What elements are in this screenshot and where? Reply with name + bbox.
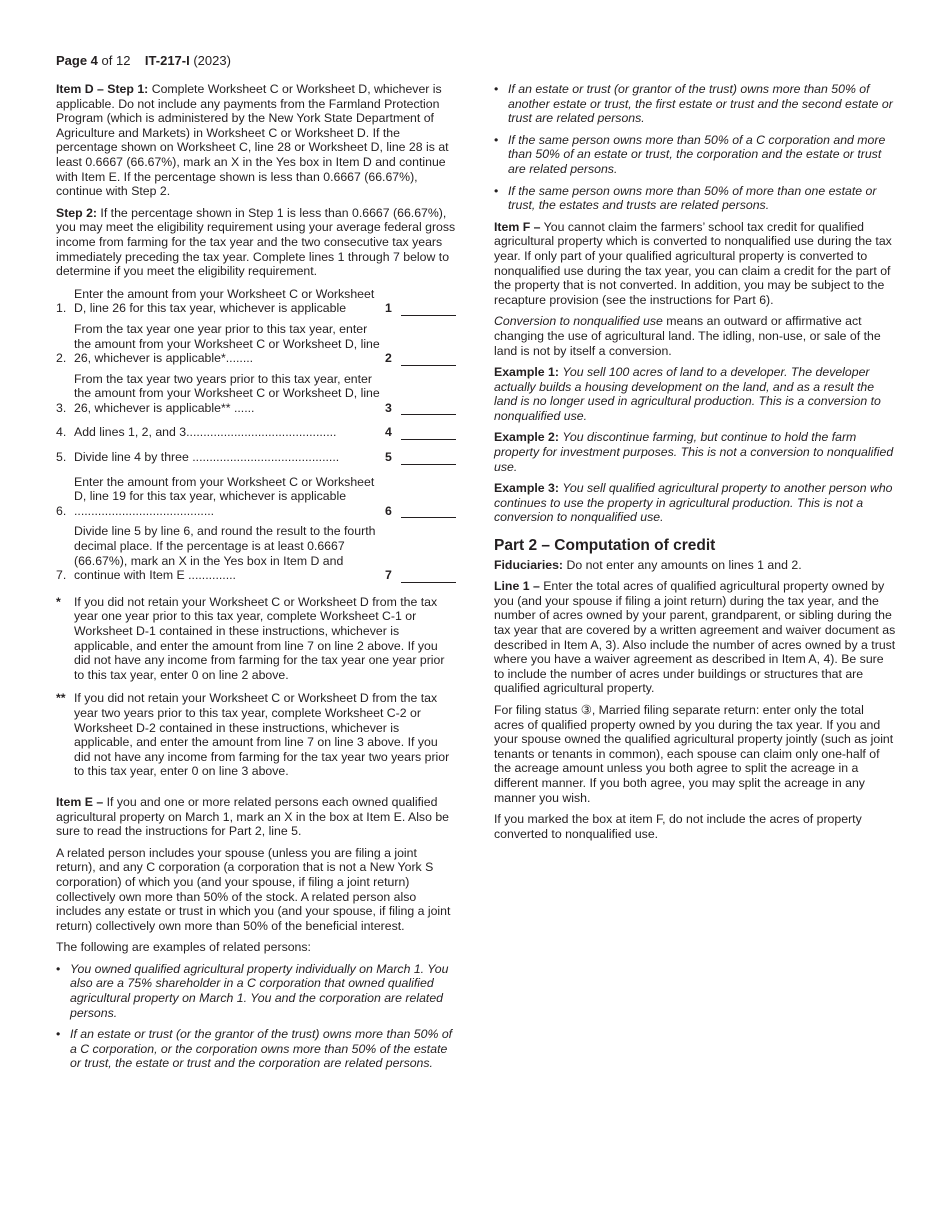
step-2-paragraph — [56, 206, 456, 279]
line-3-entry[interactable] — [401, 401, 456, 415]
line-2-entry[interactable] — [401, 352, 456, 366]
line-label: 7 — [385, 568, 392, 583]
example-label: Example 3: — [494, 481, 559, 496]
line-1-paragraph — [494, 579, 896, 696]
step-2-label: Step 2: — [56, 205, 97, 220]
line-number: 7. — [56, 568, 67, 583]
line-number: 3. — [56, 400, 67, 415]
item-e-label: Item E – — [56, 794, 104, 809]
example-text: You sell 100 acres of land to a developer. The developer actually builds a housing development on the land, and as a result the land is no longer used in agricultural production. This is a conversion to nonqualified use. — [494, 365, 881, 423]
line-text: From the tax year one year prior to this tax year, enter the amount from your Worksheet C or Worksheet D, line 26, whichever is applicable*........ — [74, 321, 380, 366]
form-number: IT-217-I — [144, 53, 190, 68]
line-item — [56, 450, 456, 465]
line-1-label: Line 1 – — [494, 579, 540, 594]
line-label: 3 — [385, 400, 392, 415]
related-examples-list-right — [494, 82, 896, 213]
line-text: From the tax year two years prior to this tax year, enter the amount from your Worksheet C or Worksheet D, line 26, whichever is applicable** ...... — [74, 371, 380, 415]
form-year: (2023) — [193, 53, 231, 68]
example-3 — [494, 481, 896, 525]
item-f-text: You cannot claim the farmers’ school tax credit for qualified agricultural property which is converted to nonqualified use during the tax year. If only part of your qualified agricultural property is converted to nonqualified use during the tax year, you can claim a credit for the part of the property that is not converted. In addition, you may be subject to the recapture provision (see the instructions for Part 6). — [494, 219, 892, 307]
line-1-text: Enter the total acres of qualified agricultural property owned by you (and your spouse if filing a joint return) during the tax year, and the number of acres owned by your parent, grandparent, or sibling during the tax year that are covered by a written agreement and waiver document as described in Item A, 3). Also include the number of acres owned by a trust where you have a waiver agreement as described in Item A, 4). Be sure to include the number of acres under buildings or structures that are qualified agricultural property. — [494, 579, 896, 696]
footnote-double-star — [56, 691, 456, 779]
bullet-text: If the same person owns more than 50% of more than one estate or trust, the estates and trusts are related persons. — [508, 183, 877, 213]
example-label: Example 1: — [494, 365, 559, 380]
line-number: 2. — [56, 351, 67, 366]
line-label: 4 — [385, 425, 392, 440]
related-person-paragraph: A related person includes your spouse (unless you are filing a joint return), and any C corporation (a corporation that is not a New York S corporation) of which you (and your spouse, if filing a joint return) collectively own more than 50% of the stock. A related person also includes any estate or trust in which you (and your spouse, if filing a joint return) collectively own more than 50% of the beneficial interest. — [56, 845, 451, 933]
example-label: Example 2: — [494, 430, 559, 445]
line-number: 1. — [56, 301, 67, 316]
page-number: Page 4 — [56, 53, 98, 68]
item-f-paragraph — [494, 220, 896, 308]
item-d-text: Complete Worksheet C or Worksheet D, whichever is applicable. Do not include any payments from the Farmland Protection Program (which is administered by the New York State Department of Agriculture and Markets) in Worksheet C or Worksheet D. If the percentage shown on Worksheet C, line 28 or Worksheet D, line 28 is at least 0.6667 (66.67%), mark an X in the Yes box in Item D and continue with Item E. If the percentage shown is less than 0.6667 (66.67%), continue with Step 2. — [56, 82, 449, 199]
footnote-mark: ** — [56, 691, 66, 706]
line-text: Divide line 4 by three ........................................... — [74, 450, 340, 465]
footnote-text: If you did not retain your Worksheet C or Worksheet D from the tax year one year prior to this tax year, complete Worksheet C-1 or Worksheet D-1 contained in these instructions, whichever is applicable, and enter the amount from line 7 on line 2 above. If you did not have any income from farming for the tax year one year prior to this tax year, enter 0 on line 2 above. — [74, 594, 445, 682]
line-number: 5. — [56, 450, 67, 465]
fiduciaries-paragraph — [494, 558, 896, 573]
fiduciaries-text: Do not enter any amounts on lines 1 and 2. — [566, 557, 802, 572]
examples-intro: The following are examples of related persons: — [56, 940, 311, 955]
line-number: 6. — [56, 503, 67, 518]
line-item — [56, 425, 456, 440]
part-2-heading: Part 2 – Computation of credit — [494, 537, 716, 555]
list-item: • You owned qualified agricultural property individually on March 1. You also are a 75% shareholder in a C corporation that owned qualified agricultural property on March 1. You and the corporation are related persons. — [56, 962, 456, 1020]
line-text: Divide line 5 by line 6, and round the result to the fourth decimal place. If the percentage is at least 0.6667 (66.67%), mark an X in the Yes box in Item D and continue with Item E .............. — [74, 524, 376, 583]
line-7-entry[interactable] — [401, 569, 456, 583]
line-1-entry[interactable] — [401, 302, 456, 316]
conversion-term: Conversion to nonqualified use — [494, 314, 663, 329]
line-text: Enter the amount from your Worksheet C or Worksheet D, line 26 for this tax year, whichever is applicable — [74, 286, 375, 316]
bullet-text: If an estate or trust (or grantor of the trust) owns more than 50% of another estate or trust, the first estate or trust and the second estate or trust are related persons. — [508, 82, 893, 126]
page-header — [56, 54, 231, 69]
line-label: 1 — [385, 301, 392, 316]
item-e-text: If you and one or more related persons each owned qualified agricultural property on March 1, mark an X in the box at Item E. Also be sure to read the instructions for Part 2, line 5. — [56, 794, 450, 839]
list-item: • If an estate or trust (or the grantor of the trust) owns more than 50% of a C corporation, or the corporation owns more than 50% of the estate or trust, the estate or trust and the corporation are related persons. — [56, 1027, 456, 1071]
fiduciaries-label: Fiduciaries: — [494, 557, 564, 572]
item-d-label: Item D – Step 1: — [56, 82, 149, 96]
bullet-text: If an estate or trust (or the grantor of the trust) owns more than 50% of a C corporation, or the corporation owns more than 50% of the estate or trust, the estate or trust and the corporation are related persons. — [70, 1027, 453, 1071]
related-examples-list-left — [56, 962, 456, 1071]
list-item: • If an estate or trust (or grantor of the trust) owns more than 50% of another estate or trust, the first estate or trust and the second estate or trust are related persons. — [494, 82, 896, 126]
footnote-single-star — [56, 595, 456, 683]
line-5-entry[interactable] — [401, 451, 456, 465]
line-label: 5 — [385, 450, 392, 465]
left-column — [56, 82, 456, 1078]
line-text: Add lines 1, 2, and 3............................................ — [74, 425, 337, 440]
footnote-text: If you did not retain your Worksheet C or Worksheet D from the tax year two years prior to this tax year, complete Worksheet C-2 or Worksheet D-2 contained in these instructions, whichever is applicable, and enter the amount from line 7 on line 3 above. If you did not have any income from farming for the tax year two years prior to this tax year, enter 0 on line 3 above. — [74, 691, 450, 779]
list-item: • If the same person owns more than 50% of more than one estate or trust, the estates and trusts are related persons. — [494, 184, 896, 213]
line-item — [56, 475, 456, 519]
line-item — [56, 322, 456, 366]
item-f-label: Item F – — [494, 219, 541, 234]
line-number: 4. — [56, 425, 67, 440]
line-item — [56, 372, 456, 416]
example-1 — [494, 365, 896, 423]
line-item — [56, 524, 456, 582]
step-2-text: If the percentage shown in Step 1 is less than 0.6667 (66.67%), you may meet the eligibility requirement using your average federal gross income from farming for the tax year and the two consecutive tax years immediately preceding the tax year. Complete lines 1 through 7 below to determine if you meet the eligibility requirement. — [56, 205, 456, 279]
item-f-note: If you marked the box at item F, do not include the acres of property converted to nonqualified use. — [494, 812, 862, 841]
bullet-text: If the same person owns more than 50% of a C corporation and more than 50% of an estate or trust, the corporation and the estate or trust are related persons. — [508, 132, 886, 176]
item-e-paragraph — [56, 795, 456, 839]
filing-status-paragraph: For filing status ③, Married filing separate return: enter only the total acres of qualified property owned by you during the tax year. If you and your spouse owned the qualified agricultural property jointly (such as joint tenants or tenants in common), each spouse can claim only one-half of the acreage amount unless you both agree to split the acreage in a different manner. If you both agree, you may split the acreage in any manner you wish. — [494, 702, 894, 805]
line-item — [56, 287, 456, 316]
conversion-paragraph — [494, 314, 896, 358]
right-column — [494, 82, 896, 848]
list-item: • If the same person owns more than 50% of a C corporation and more than 50% of an estate or trust, the corporation and the estate or trust are related persons. — [494, 133, 896, 177]
line-label: 6 — [385, 503, 392, 518]
item-d-paragraph — [56, 82, 456, 199]
page-total: of 12 — [101, 53, 131, 68]
line-text: Enter the amount from your Worksheet C or Worksheet D, line 19 for this tax year, whichever is applicable ......................................... — [74, 474, 375, 518]
footnote-mark: * — [56, 594, 61, 609]
example-text: You discontinue farming, but continue to hold the farm property for investment purposes. This is not a conversion to nonqualified use. — [494, 430, 894, 474]
line-4-entry[interactable] — [401, 426, 456, 440]
example-2 — [494, 430, 896, 474]
line-label: 2 — [385, 351, 392, 366]
example-text: You sell qualified agricultural property to another person who continues to use the property in agricultural production. This is not a conversion to nonqualified use. — [494, 481, 893, 525]
conversion-text: means an outward or affirmative act changing the use of agricultural land. The idling, non-use, or sale of the land is not by itself a conversion. — [494, 314, 881, 358]
bullet-text: You owned qualified agricultural property individually on March 1. You also are a 75% shareholder in a C corporation that owned qualified agricultural property on March 1. You and the corporation are related persons. — [70, 961, 449, 1020]
line-6-entry[interactable] — [401, 504, 456, 518]
worksheet-lines — [56, 287, 456, 583]
